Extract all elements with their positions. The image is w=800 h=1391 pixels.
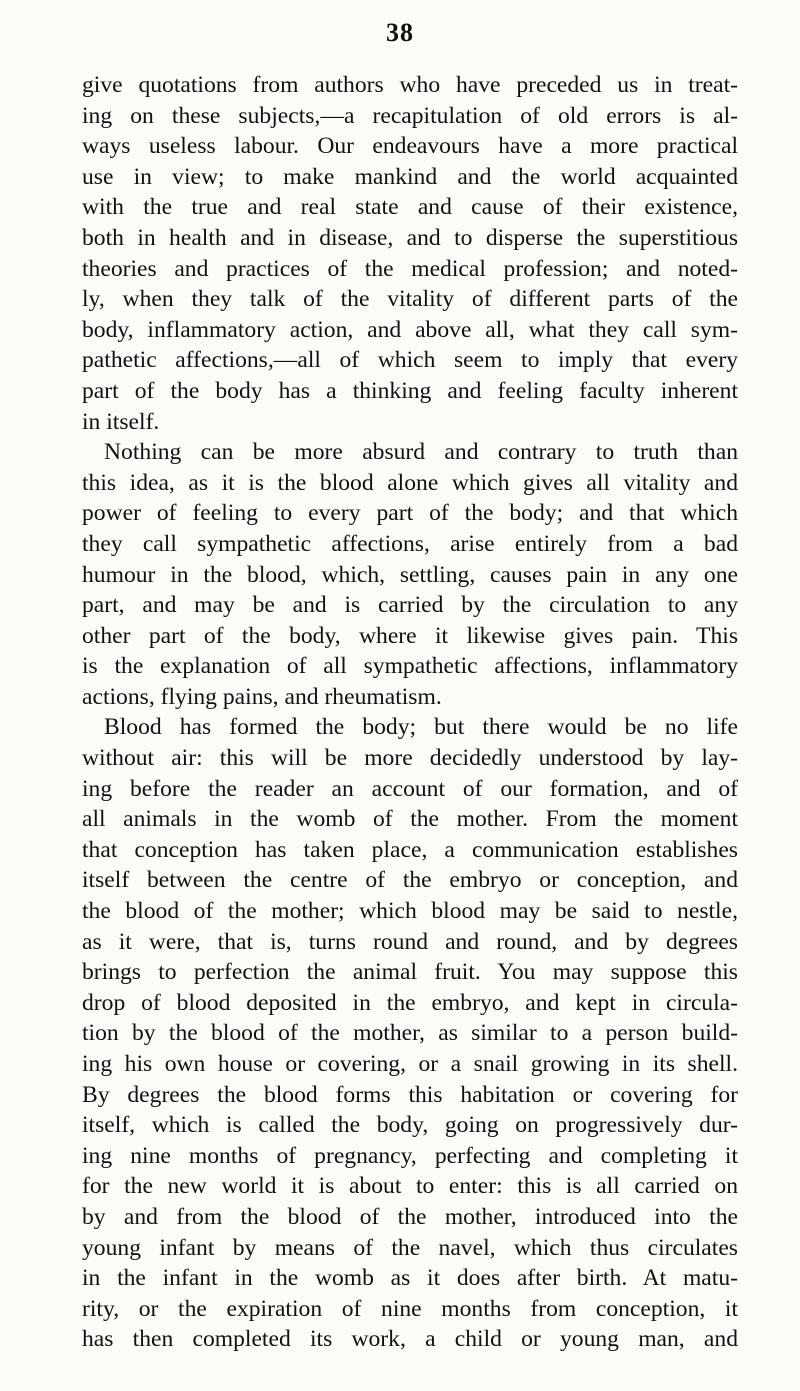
- text-line: ways useless labour. Our endeavours have a more practical: [82, 133, 738, 160]
- text-line: with the true and real state and cause of their existence,: [82, 194, 738, 221]
- text-line: tion by the blood of the mother, as similar to a person build-: [82, 1020, 738, 1047]
- text-line: by and from the blood of the mother, introduced into the: [82, 1203, 738, 1230]
- text-line: in the infant in the womb as it does after birth. At matu-: [82, 1265, 738, 1292]
- paragraph-3: [82, 712, 738, 1354]
- text-line: give quotations from authors who have preceded us in treat-: [82, 72, 738, 98]
- text-line: that conception has taken place, a communication establishes: [82, 836, 738, 863]
- text-line: other part of the body, where it likewise gives pain. This: [82, 622, 738, 649]
- text-line: has then completed its work, a child or young man, and: [82, 1326, 738, 1353]
- text-line: young infant by means of the navel, which thus circulates: [82, 1234, 738, 1261]
- text-line: humour in the blood, which, settling, causes pain in any one: [82, 561, 738, 588]
- text-line: use in view; to make mankind and the world acquainted: [82, 163, 738, 190]
- text-line: rity, or the expiration of nine months from conception, it: [82, 1295, 738, 1322]
- text-line: in itself.: [82, 408, 160, 435]
- text-line: theories and practices of the medical profession; and noted-: [82, 255, 738, 282]
- text-line: is the explanation of all sympathetic affections, inflammatory: [82, 653, 738, 680]
- text-line: part, and may be and is carried by the circulation to any: [82, 592, 738, 619]
- text-line: both in health and in disease, and to disperse the superstitious: [82, 224, 738, 251]
- text-line: itself between the centre of the embryo or conception, and: [82, 867, 738, 894]
- text-line: itself, which is called the body, going on progressively dur-: [82, 1112, 738, 1139]
- text-line: as it were, that is, turns round and round, and by degrees: [82, 928, 738, 955]
- text-line: Nothing can be more absurd and contrary to truth than: [104, 439, 738, 466]
- text-line: drop of blood deposited in the embryo, and kept in circula-: [82, 989, 738, 1016]
- text-line: they call sympathetic affections, arise entirely from a bad: [82, 530, 738, 557]
- text-line: ly, when they talk of the vitality of different parts of the: [82, 286, 738, 313]
- text-line: By degrees the blood forms this habitation or covering for: [82, 1081, 738, 1108]
- text-line: body, inflammatory action, and above all, what they call sym-: [82, 316, 738, 343]
- text-line: power of feeling to every part of the body; and that which: [82, 500, 738, 527]
- text-line: this idea, as it is the blood alone which gives all vitality and: [82, 469, 738, 496]
- text-line: for the new world it is about to enter: this is all carried on: [82, 1173, 738, 1200]
- text-line: ing on these subjects,—a recapitulation of old errors is al-: [82, 102, 738, 129]
- page-number: 38: [386, 18, 414, 47]
- paragraph-2: [82, 437, 738, 712]
- text-line: pathetic affections,—all of which seem to imply that every: [82, 347, 738, 374]
- text-line: brings to perfection the animal fruit. You may suppose this: [82, 959, 738, 986]
- text-line: ing his own house or covering, or a snail growing in its shell.: [82, 1051, 738, 1077]
- text-line: all animals in the womb of the mother. From the moment: [82, 806, 738, 833]
- text-line: ing nine months of pregnancy, perfecting and completing it: [82, 1142, 738, 1169]
- text-line: actions, flying pains, and rheumatism.: [82, 683, 442, 710]
- text-line: Blood has formed the body; but there would be no life: [104, 714, 738, 741]
- text-line: ing before the reader an account of our formation, and of: [82, 775, 738, 802]
- paragraph-1: [82, 70, 738, 437]
- text-line: part of the body has a thinking and feeling faculty inherent: [82, 377, 738, 404]
- text-line: without air: this will be more decidedly understood by lay-: [82, 745, 738, 772]
- text-line: the blood of the mother; which blood may be said to nestle,: [82, 898, 738, 925]
- body-text: [82, 70, 738, 1355]
